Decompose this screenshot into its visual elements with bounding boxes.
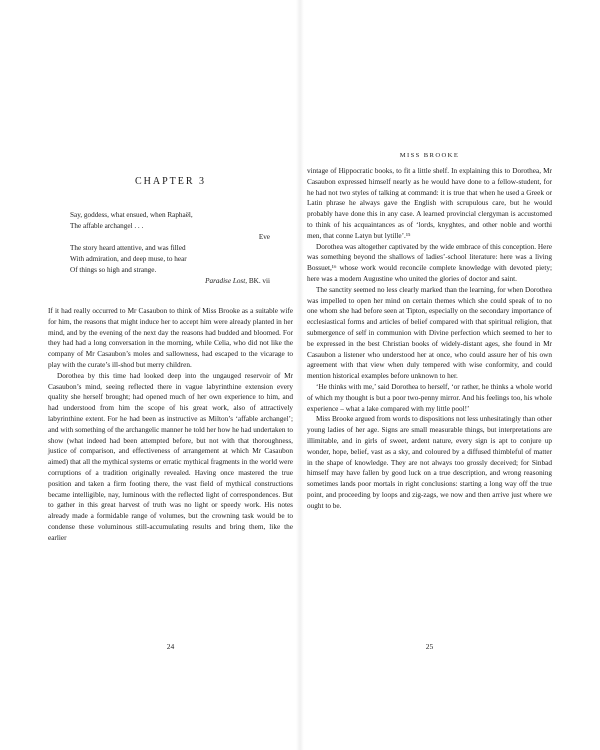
epigraph-line: With admiration, and deep muse, to hear	[70, 255, 187, 263]
paragraph: vintage of Hippocratic books, to fit a little shelf. In explaining this to Dorothea, Mr Casaubon expressed himself nearly as he would have done to a fellow-student, for he had not two styles of talking at command: it is true that when he used a Greek or Latin phrase he always gave the English with scrupulous care, but he would probably have done this in any case. A learned provincial clergyman is accustomed to think of his acquaintances as of ‘lords, knyghtes, and other noble and worthi men, that conne Latyn but lytille’.¹⁵	[307, 167, 552, 240]
paragraph: Miss Brooke argued from words to dispositions not less unhesitatingly than other young ladies of her age. Signs are small measurable things, but interpretations are illimitable, and in girls of sweet, ardent nature, every sign is apt to conjure up wonder, hope, belief, vast as a sky, and coloured by a diffused thimbleful of matter in the shape of knowledge. They are not always too grossly deceived; for Sinbad himself may have fallen by good luck on a true description, and wrong reasoning sometimes lands poor mortals in right conclusions: starting a long way off the true point, and proceeding by loops and zig-zags, we now and then arrive just where we ought to be.	[307, 415, 552, 510]
epigraph-line: The story heard attentive, and was filled	[70, 244, 186, 252]
epigraph-line: Of things so high and strange.	[70, 266, 157, 274]
chapter-heading: CHAPTER 3	[134, 176, 207, 187]
epigraph-source	[70, 276, 270, 287]
right-body-text	[307, 166, 552, 512]
right-page	[307, 0, 552, 750]
left-body-text	[48, 306, 293, 544]
paragraph: ‘He thinks with me,’ said Dorothea to herself, ‘or rather, he thinks a whole world of which my thought is but a poor two-penny mirror. And his feelings too, his whole experience – what a lake compared with my little pool!’	[307, 382, 552, 413]
epigraph-source-title: Paradise Lost,	[205, 277, 248, 285]
paragraph: Dorothea by this time had looked deep into the ungauged reservoir of Mr Casaubon’s mind, seeing reflected there in vague labyrinthine extension every quality she herself brought; had opened much of her own experience to him, and had understood from him the scope of his great work, also of attractively labyrinthine extent. For he had been as instructive as Milton’s ‘affable archangel’; and with something of the archangelic manner he told her how he had undertaken to show (what indeed had been attempted before, but not with that thoroughness, justice of comparison, and effectiveness of arrangement at which Mr Casaubon aimed) that all the mythical systems or erratic mythical fragments in the world were corruptions of a tradition originally revealed. Having once mastered the true position and taken a firm footing there, the vast field of mythical constructions became intelligible, nay, luminous with the reflected light of correspondences. But to gather in this great harvest of truth was no light or speedy work. His notes already made a formidable range of volumes, but the crowning task would be to condense these voluminous still-accumulating results and bring them, like the earlier	[48, 371, 293, 542]
epigraph-speaker: Eve	[258, 233, 270, 241]
running-head: MISS BROOKE	[399, 152, 460, 159]
paragraph: If it had really occurred to Mr Casaubon to think of Miss Brooke as a suitable wife for him, the reasons that might induce her to accept him were already planted in her mind, and by the evening of the next day the reasons had budded and bloomed. For they had had a long conversation in the morning, while Celia, who did not like the company of Mr Casaubon’s moles and sallowness, had escaped to the vicarage to play with the curate’s ill-shod but merry children.	[48, 307, 293, 369]
epigraph	[70, 210, 270, 287]
paragraph: Dorothea was altogether captivated by the wide embrace of this conception. Here was something beyond the shallows of ladies’-school literature: here was a living Bossuet,¹⁶ whose work would reconcile complete knowledge with devoted piety; here was a modern Augustine who united the glories of doctor and saint.	[307, 242, 552, 283]
left-page	[48, 0, 293, 750]
epigraph-line: Say, goddess, what ensued, when Raphaël,	[70, 211, 193, 219]
epigraph-source-book: BK. vii	[248, 277, 270, 285]
page-number: 24	[166, 642, 175, 651]
paragraph: The sanctity seemed no less clearly marked than the learning, for when Dorothea was impelled to open her mind on certain themes which she could speak of to no one whom she had before seen at Tipton, especially on the secondary importance of ecclesiastical forms and articles of belief compared with that spiritual religion, that submergence of self in communion with Divine perfection which seemed to her to be expressed in the best Christian books of widely-distant ages, she found in Mr Casaubon a listener who understood her at once, who could assure her of his own agreement with that view when duly tempered with wise conformity, and could mention historical examples before unknown to her.	[307, 285, 552, 381]
epigraph-line: The affable archangel . . .	[70, 222, 144, 230]
page-number: 25	[425, 642, 434, 651]
